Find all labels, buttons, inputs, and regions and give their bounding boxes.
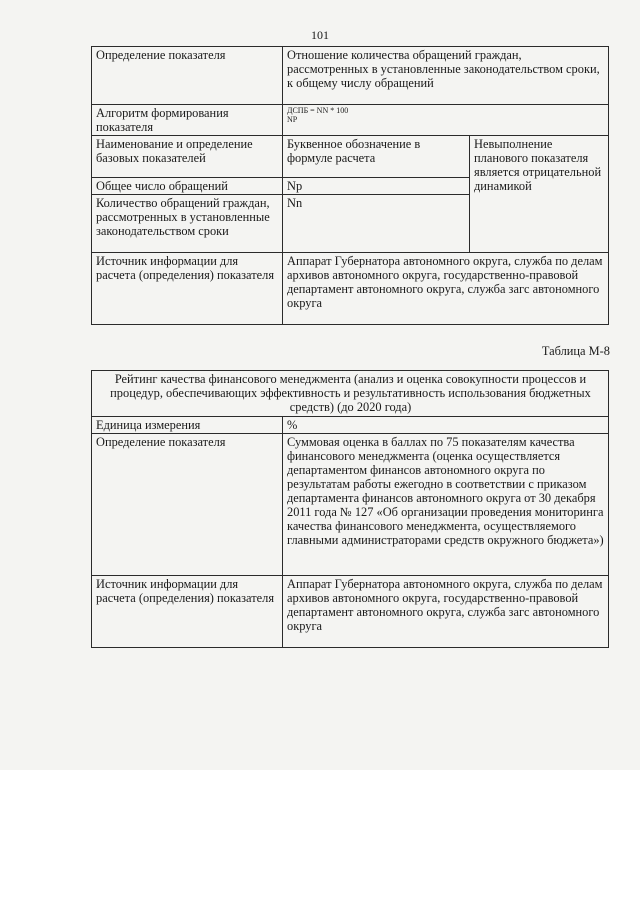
table-header: Рейтинг качества финансового менеджмента (анализ и оценка совокупности процессов и процедур, обеспечивающих эффективность и результативность использования бюджетных средств) (до 2020 года) bbox=[92, 371, 609, 417]
source-value: Аппарат Губернатора автономного округа, служба по делам архивов автономного округа, государственно-правовой департамент автономного округа, служба загс автономного округа bbox=[283, 576, 609, 648]
reviewed-requests-symbol: Nn bbox=[283, 195, 470, 253]
unit-label: Единица измерения bbox=[92, 417, 283, 434]
total-requests-symbol: Np bbox=[283, 178, 470, 195]
table-row bbox=[92, 47, 609, 105]
unit-value: % bbox=[283, 417, 609, 434]
table-row bbox=[92, 253, 609, 325]
definition-label: Определение показателя bbox=[92, 434, 283, 576]
formula-numerator: ДСПБ = NN * 100 bbox=[287, 106, 349, 115]
definition-value: Суммовая оценка в баллах по 75 показателям качества финансового менеджмента (оценка осуществляется департаментом финансов автономного округа по результатам работы ежегодно в соответствии с приказом департамента финансов автономного округа от 30 декабря 2011 года № 127 «Об организации проведения мониторинга качества финансового менеджмента, осуществляемого главными администраторами средств окружного бюджета») bbox=[283, 434, 609, 576]
formula-denominator: NP bbox=[287, 115, 298, 124]
table-row bbox=[92, 576, 609, 648]
table-row bbox=[92, 417, 609, 434]
table-row bbox=[92, 434, 609, 576]
definition-value: Отношение количества обращений граждан, рассмотренных в установленные законодательством сроки, к общему числу обращений bbox=[283, 47, 609, 105]
formula bbox=[283, 105, 609, 136]
page-number: 101 bbox=[311, 28, 329, 42]
source-label: Источник информации для расчета (определения) показателя bbox=[92, 253, 283, 325]
source-label: Источник информации для расчета (определения) показателя bbox=[92, 576, 283, 648]
letter-designation-label: Буквенное обозначение в формуле расчета bbox=[283, 136, 470, 178]
definition-label: Определение показателя bbox=[92, 47, 283, 105]
indicator-table-1 bbox=[91, 46, 609, 325]
table-caption: Таблица М-8 bbox=[541, 344, 610, 358]
table-row bbox=[92, 105, 609, 136]
algorithm-label: Алгоритм формирования показателя bbox=[92, 105, 283, 136]
total-requests-label: Общее число обращений bbox=[92, 178, 283, 195]
table-row bbox=[92, 371, 609, 417]
table-row bbox=[92, 136, 609, 178]
source-value: Аппарат Губернатора автономного округа, служба по делам архивов автономного округа, государственно-правовой департамент автономного округа, служба загс автономного округа bbox=[283, 253, 609, 325]
dynamics-note: Невыполнение планового показателя является отрицательной динамикой bbox=[470, 136, 609, 253]
base-indicators-label: Наименование и определение базовых показателей bbox=[92, 136, 283, 178]
reviewed-requests-label: Количество обращений граждан, рассмотренных в установленные законодательством сроки bbox=[92, 195, 283, 253]
indicator-table-2 bbox=[91, 370, 609, 648]
